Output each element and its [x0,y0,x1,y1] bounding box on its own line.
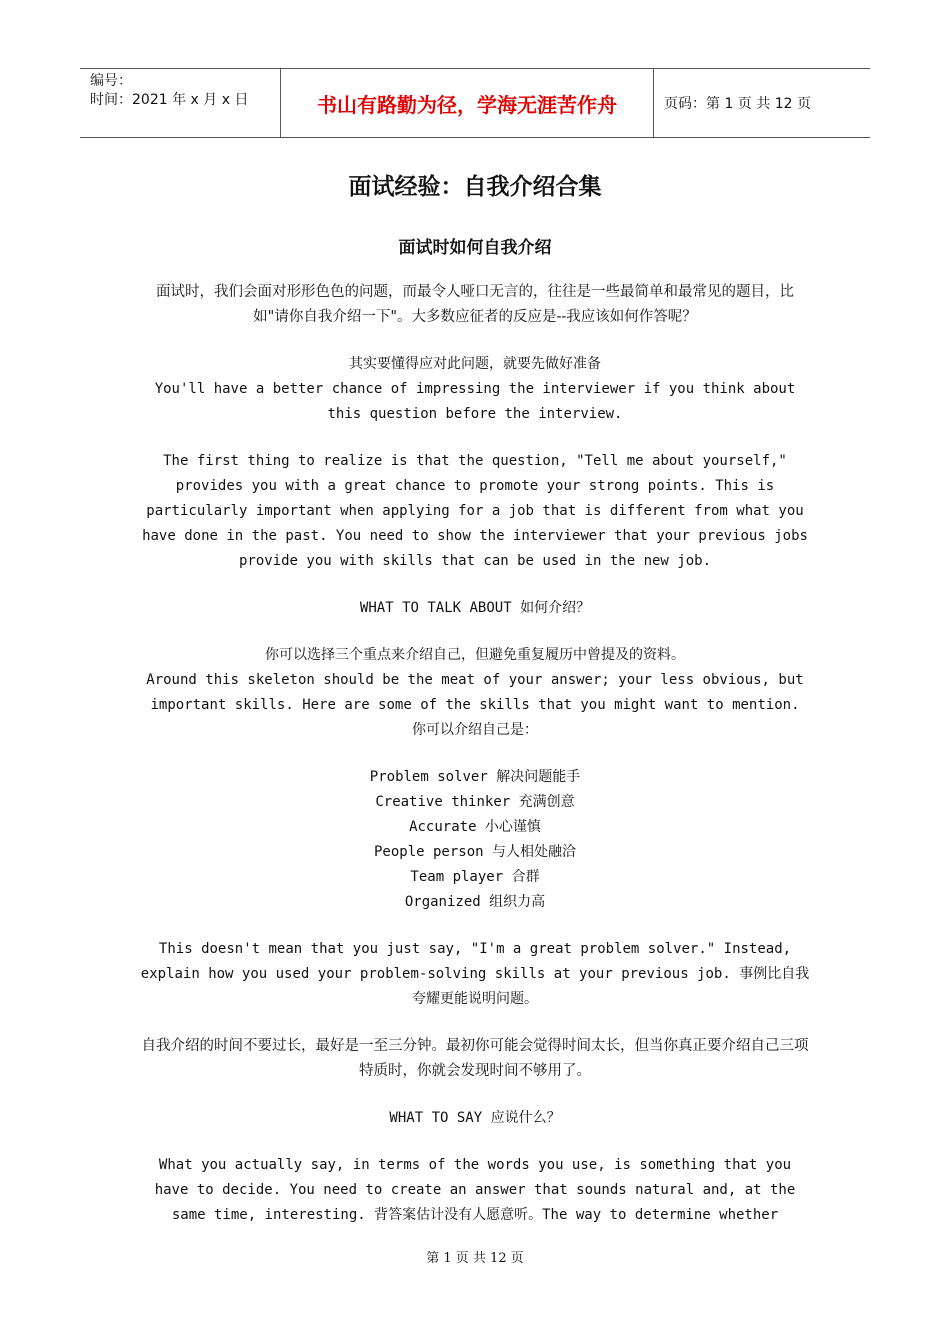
header-time-label: 时间：2021 年 x 月 x 日 [90,92,249,108]
header-page-info: 页码：第 1 页 共 12 页 [664,96,811,112]
heading-what-to-talk-about: WHAT TO TALK ABOUT 如何介绍？ [359,600,591,616]
page-footer: 第 1 页 共 12 页 [426,1251,524,1266]
paragraph-first-thing: The first thing to realize is that the question, "Tell me about yourself," provides you with a great chance to promote your strong points. This is particularly important when applying for a job that is different from what you have done in the past. You need to show the interviewer that your previous jobs provide you with skills that can be used in the new job. [142,453,808,569]
header-meta [80,69,281,137]
heading-what-to-say: WHAT TO SAY 应说什么？ [389,1110,561,1126]
skills-list: Problem solver 解决问题能手 Creative thinker 充满创意 Accurate 小心谨慎 People person 与人相处融洽 Team player 合群 Organized 组织力高 [369,769,581,910]
section-subtitle: 面试时如何自我介绍 [398,238,552,258]
document-body [140,280,810,1228]
paragraph-what-you-say: What you actually say, in terms of the words you use, is something that you have to decide. You need to create an answer that sounds natural and, at the same time, interesting. 背答案估计没有人愿意听。The way to determine whether [154,1157,796,1223]
paragraph-prepare: 其实要懂得应对此问题，就要先做好准备 You'll have a better chance of impressing the interviewer if you think about this question before the interview. [154,356,796,422]
header-number-label: 编号： [90,73,132,89]
paragraph-duration: 自我介绍的时间不要过长，最好是一至三分钟。最初你可能会觉得时间太长，但当你真正要介绍自己三项特质时，你就会发现时间不够用了。 [141,1038,809,1079]
document-header [80,68,870,138]
paragraph-intro: 面试时，我们会面对形形色色的问题，而最令人哑口无言的，往往是一些最简单和最常见的题目，比如"请你自我介绍一下"。大多数应征者的反应是--我应该如何作答呢？ [156,284,794,325]
paragraph-skeleton: 你可以选择三个重点来介绍自己，但避免重复履历中曾提及的资料。 Around this skeleton should be the meat of your answer; your less obvious, but important skills. Here are some of the skills that you might want to mention. 你可以介绍自己是： [146,647,804,738]
header-motto: 书山有路勤为径，学海无涯苦作舟 [281,69,654,137]
document-title: 面试经验：自我介绍合集 [348,174,602,200]
paragraph-explain: This doesn't mean that you just say, "I'm a great problem solver." Instead, explain how you used your problem-solving skills at your previous job. 事例比自我夸耀更能说明问题。 [140,941,810,1007]
